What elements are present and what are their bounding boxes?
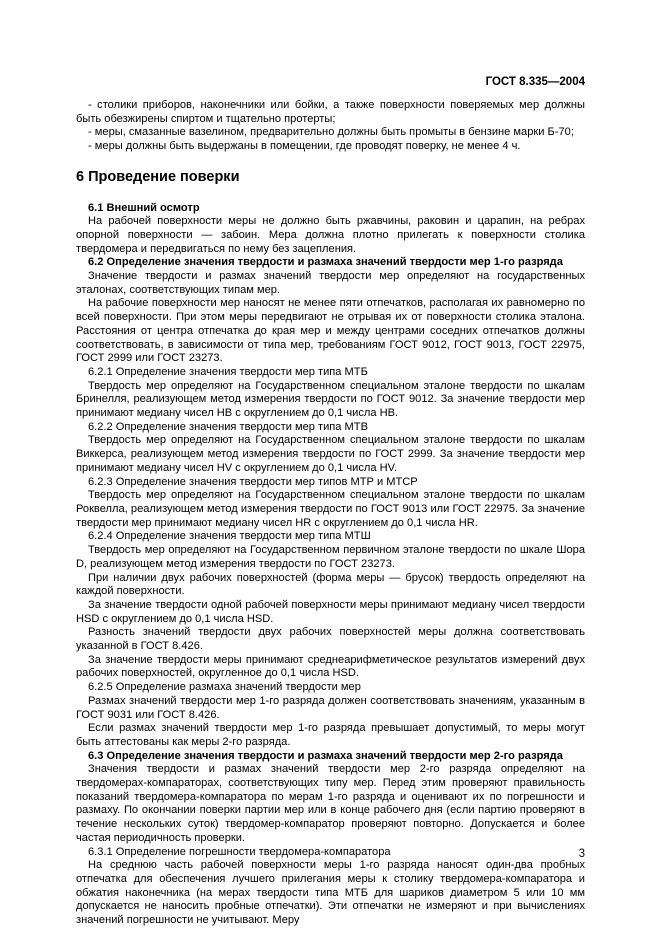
paragraph: На среднюю часть рабочей поверхности меры 1-го разряда наносят один-два пробных отпечатка для обеспечения лучшего прилегания меры к столику твердомера-компаратора и обжатия наконечника (на мерах твердости типа МТБ для шариков диаметром 5 или 10 мм допускается не наносить пробные отпечатки). Эти отпечатки не измеряют и при вычислениях значений погрешности не учитывают. Меру <box>76 859 585 927</box>
paragraph: Твердость мер определяют на Государственном первичном эталоне твердости по шкале Шора D, реализующем метод измерения твердости по ГОСТ 23273. <box>76 544 585 570</box>
clause-heading: 6.2.3 Определение значения твердости мер типов МТР и МТСР <box>88 475 418 488</box>
clause-heading: 6.2.4 Определение значения твердости мер типа МТШ <box>88 530 371 543</box>
paragraph: Разность значений твердости двух рабочих поверхностей меры должна соответствовать указанной в ГОСТ 8.426. <box>76 626 585 653</box>
paragraph: Значения твердости и размах значений твердости мер 2-го разряда определяют на твердомерах-компараторах, соответствующих типу мер. Перед этим проверяют правильность показаний твердомера-компаратора по мерам 1-го разряда и оценивают их по погрешности и размаху. По окончании поверки партии мер или в конце рабочего дня (если партию проверяют в течение нескольких суток) твердомер-компаратор проверяют повторно. Допускается и более частая периодичность проверки. <box>76 763 585 844</box>
intro-item: - меры должны быть выдержаны в помещении, где проводят поверку, не менее 4 ч. <box>88 140 521 153</box>
paragraph: Размах значений твердости мер 1-го разряда должен соответствовать значениям, указанным в ГОСТ 9031 или ГОСТ 8.426. <box>76 694 585 721</box>
subsection-heading: 6.1 Внешний осмотр <box>88 201 200 214</box>
paragraph: Твердость мер определяют на Государственном специальном эталоне твердости по шкалам Виккерса, реализующем метод измерения твердости по ГОСТ 2999. За значение твердости мер принимают медиану чисел HV с округлением до 0,1 числа HV. <box>76 434 585 474</box>
intro-item: - меры, смазанные вазелином, предварительно должны быть промыты в бензине марки Б-70; <box>88 126 574 139</box>
clause-heading: 6.2.5 Определение размаха значений твердости мер <box>88 681 361 694</box>
document-body <box>76 99 585 928</box>
paragraph: За значение твердости меры принимают среднеарифметическое результатов измерений двух рабочих поверхностей, округленное до 0,1 числа HSD. <box>76 653 585 680</box>
page-number: 3 <box>578 848 585 860</box>
subsection-heading: 6.2 Определение значения твердости и размаха значений твердости мер 1-го разряда <box>88 256 563 269</box>
paragraph: Значение твердости и размах значений твердости мер определяют на государственных эталонах, соответствующих типам мер. <box>76 270 585 296</box>
paragraph: Если размах значений твердости мер 1-го разряда превышает допустимый, то меры могут быть аттестованы как меры 2-го разряда. <box>76 722 585 748</box>
paragraph: На рабочей поверхности меры не должно быть ржавчины, раковин и царапин, на ребрах опорной поверхности — забоин. Мера должна плотно прилегать к поверхности столика твердомера и передвигаться по нему без зацепления. <box>76 215 585 255</box>
paragraph: При наличии двух рабочих поверхностей (форма меры — брусок) твердость определяют на каждой поверхности. <box>76 571 585 598</box>
subsection-heading: 6.3 Определение значения твердости и размаха значений твердости мер 2-го разряда <box>88 749 563 762</box>
document-header: ГОСТ 8.335—2004 <box>485 76 585 88</box>
paragraph: На рабочие поверхности мер наносят не менее пяти отпечатков, располагая их равномерно по всей поверхности. При этом меры передвигают не отрывая их от поверхности столика эталона. Расстояния от центра отпечатка до края мер и между центрами соседних отпечатков должны соответствовать, в зависимости от типа мер, требованиям ГОСТ 9012, ГОСТ 9013, ГОСТ 22975, ГОСТ 2999 или ГОСТ 23273. <box>76 297 585 365</box>
clause-heading: 6.3.1 Определение погрешности твердомера-компаратора <box>88 845 391 858</box>
clause-heading: 6.2.1 Определение значения твердости мер типа МТБ <box>88 365 368 378</box>
intro-item: - столики приборов, наконечники или бойки, а также поверхности поверяемых мер должны быть обезжирены спиртом и тщательно протерты; <box>76 99 585 125</box>
section-title: 6 Проведение поверки <box>76 168 240 185</box>
paragraph: Твердость мер определяют на Государственном специальном эталоне твердости по шкалам Бринелля, реализующем метод измерения твердости по ГОСТ 9012. За значение твердости мер принимают медиану чисел НВ с округлением до 0,1 числа НВ. <box>76 379 585 420</box>
clause-heading: 6.2.2 Определение значения твердости мер типа МТВ <box>88 420 368 433</box>
paragraph: Твердость мер определяют на Государственном специальном эталоне твердости по шкалам Роквелла, реализующем метод измерения твердости по ГОСТ 9013 или ГОСТ 22975. За значение твердости мер принимают медиану чисел HR с округлением до 0,1 числа HR. <box>76 489 585 529</box>
paragraph: За значение твердости одной рабочей поверхности меры принимают медиану чисел твердости HSD с округлением до 0,1 числа HSD. <box>76 598 585 625</box>
